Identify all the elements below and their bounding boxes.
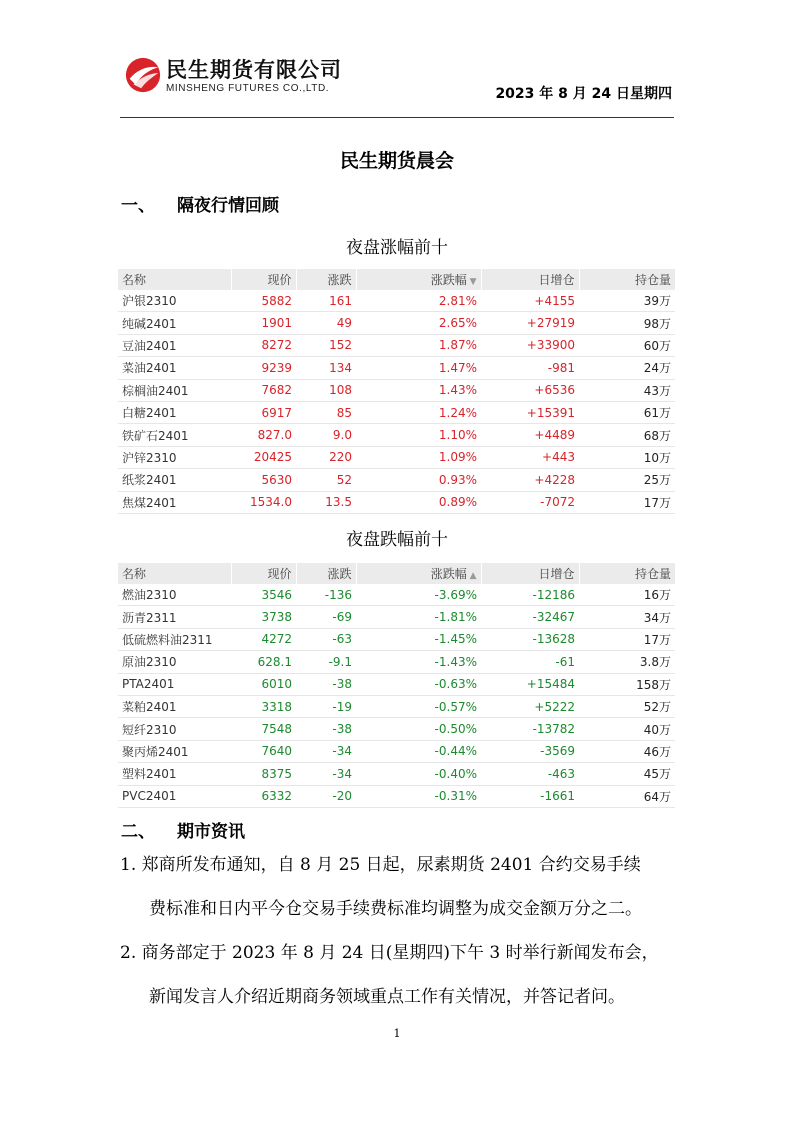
table-cell: 43万 <box>579 379 675 401</box>
gainers-table <box>118 269 675 514</box>
table-cell: 39万 <box>579 290 675 312</box>
table-cell: -1661 <box>481 785 579 807</box>
table-cell: 61万 <box>579 401 675 423</box>
table-cell: 108 <box>296 379 356 401</box>
table-row[interactable] <box>118 673 675 695</box>
table-cell: 2.81% <box>356 290 481 312</box>
table-cell: 17万 <box>579 628 675 650</box>
table-cell: +15484 <box>481 673 579 695</box>
table-cell: -0.57% <box>356 695 481 717</box>
table-cell: 6917 <box>231 401 296 423</box>
table-cell: -0.63% <box>356 673 481 695</box>
contract-name-cell: PVC2401 <box>118 785 231 807</box>
table-cell: 13.5 <box>296 491 356 513</box>
column-header-label: 涨跌幅 <box>430 567 467 581</box>
contract-name-cell: 纯碱2401 <box>118 312 231 334</box>
contract-name-cell: 铁矿石2401 <box>118 424 231 446</box>
table-cell: +4228 <box>481 469 579 491</box>
table-cell: +4155 <box>481 290 579 312</box>
contract-name-cell: 短纤2310 <box>118 718 231 740</box>
table-cell: -38 <box>296 673 356 695</box>
news-list <box>120 843 680 1019</box>
table-cell: -7072 <box>481 491 579 513</box>
table-cell: -3569 <box>481 740 579 762</box>
table-cell: 10万 <box>579 446 675 468</box>
column-header-label: 日增仓 <box>538 273 575 287</box>
table-cell: -69 <box>296 606 356 628</box>
table-cell: -34 <box>296 740 356 762</box>
table-cell: 6010 <box>231 673 296 695</box>
contract-name-cell: 纸浆2401 <box>118 469 231 491</box>
column-header[interactable] <box>231 563 296 584</box>
column-header[interactable] <box>231 269 296 290</box>
table-cell: -32467 <box>481 606 579 628</box>
table-cell: 2.65% <box>356 312 481 334</box>
table-row[interactable] <box>118 491 675 513</box>
table-row[interactable] <box>118 763 675 785</box>
table-cell: +27919 <box>481 312 579 334</box>
contract-name-cell: PTA2401 <box>118 673 231 695</box>
column-header[interactable] <box>579 269 675 290</box>
table-cell: 9.0 <box>296 424 356 446</box>
table-cell: 220 <box>296 446 356 468</box>
table-cell: -0.50% <box>356 718 481 740</box>
table-cell: 24万 <box>579 357 675 379</box>
contract-name-cell: 菜粕2401 <box>118 695 231 717</box>
table-cell: 1.87% <box>356 334 481 356</box>
column-header-label: 涨跌 <box>327 273 352 287</box>
table-cell: 5882 <box>231 290 296 312</box>
column-header-label: 持仓量 <box>634 273 671 287</box>
table-row[interactable] <box>118 424 675 446</box>
table-cell: -13782 <box>481 718 579 740</box>
table-cell: 49 <box>296 312 356 334</box>
table-row[interactable] <box>118 785 675 807</box>
table-cell: 3546 <box>231 584 296 606</box>
table-cell: -20 <box>296 785 356 807</box>
company-name-cn: 民生期货有限公司 <box>166 58 342 82</box>
table-cell: 85 <box>296 401 356 423</box>
column-header[interactable] <box>296 563 356 584</box>
table-cell: -0.31% <box>356 785 481 807</box>
column-header-label: 现价 <box>267 567 292 581</box>
contract-name-cell: 豆油2401 <box>118 334 231 356</box>
table-cell: -13628 <box>481 628 579 650</box>
report-date: 2023 年 8 月 24 日星期四 <box>495 86 672 102</box>
table-cell: -1.43% <box>356 651 481 673</box>
news-item-1-line2: 费标准和日内平今仓交易手续费标准均调整为成交金额万分之二。 <box>149 899 642 919</box>
table-row[interactable] <box>118 606 675 628</box>
section-number: 一、 <box>121 196 155 216</box>
column-header-label: 名称 <box>122 273 147 287</box>
table-row[interactable] <box>118 357 675 379</box>
losers-table <box>118 563 675 808</box>
header-divider <box>120 117 674 118</box>
table-cell: 152 <box>296 334 356 356</box>
table-cell: -3.69% <box>356 584 481 606</box>
news-item-2-line2: 新闻发言人介绍近期商务领域重点工作有关情况，并答记者问。 <box>149 987 625 1007</box>
table-cell: 1.24% <box>356 401 481 423</box>
table-cell: 1534.0 <box>231 491 296 513</box>
table-cell: +443 <box>481 446 579 468</box>
column-header[interactable] <box>481 269 579 290</box>
table-cell: 40万 <box>579 718 675 740</box>
table-cell: -0.44% <box>356 740 481 762</box>
table-cell: -0.40% <box>356 763 481 785</box>
table-row[interactable] <box>118 651 675 673</box>
table-cell: -61 <box>481 651 579 673</box>
losers-caption: 夜盘跌幅前十 <box>346 530 448 550</box>
section-heading-news <box>121 817 245 842</box>
table-cell: 158万 <box>579 673 675 695</box>
triangle-up-icon: ▲ <box>466 571 477 581</box>
column-header-label: 持仓量 <box>634 567 671 581</box>
table-cell: -981 <box>481 357 579 379</box>
table-cell: 134 <box>296 357 356 379</box>
contract-name-cell: 聚丙烯2401 <box>118 740 231 762</box>
table-row[interactable] <box>118 740 675 762</box>
table-cell: 0.89% <box>356 491 481 513</box>
section-label: 隔夜行情回顾 <box>177 196 279 216</box>
contract-name-cell: 沪锌2310 <box>118 446 231 468</box>
table-cell: 64万 <box>579 785 675 807</box>
company-logo <box>124 54 364 102</box>
table-cell: 68万 <box>579 424 675 446</box>
table-cell: 46万 <box>579 740 675 762</box>
table-cell: -34 <box>296 763 356 785</box>
table-cell: 7548 <box>231 718 296 740</box>
table-cell: 3738 <box>231 606 296 628</box>
table-cell: +15391 <box>481 401 579 423</box>
column-header[interactable] <box>579 563 675 584</box>
company-name-en: MINSHENG FUTURES CO.,LTD. <box>166 83 330 94</box>
table-cell: 0.93% <box>356 469 481 491</box>
column-header[interactable] <box>296 269 356 290</box>
document-title: 民生期货晨会 <box>339 150 454 172</box>
table-cell: 827.0 <box>231 424 296 446</box>
table-cell: 1.43% <box>356 379 481 401</box>
table-cell: 1.10% <box>356 424 481 446</box>
table-cell: 45万 <box>579 763 675 785</box>
table-cell: 8375 <box>231 763 296 785</box>
column-header-label: 日增仓 <box>538 567 575 581</box>
table-cell: 17万 <box>579 491 675 513</box>
table-cell: -1.81% <box>356 606 481 628</box>
table-cell: 16万 <box>579 584 675 606</box>
table-cell: +4489 <box>481 424 579 446</box>
table-cell: 8272 <box>231 334 296 356</box>
table-cell: -463 <box>481 763 579 785</box>
table-cell: -136 <box>296 584 356 606</box>
news-item-2-line1: 2. 商务部定于 2023 年 8 月 24 日(星期四)下午 3 时举行新闻发布会， <box>120 943 659 963</box>
column-header-label: 现价 <box>267 273 292 287</box>
table-cell: 6332 <box>231 785 296 807</box>
table-cell: -9.1 <box>296 651 356 673</box>
news-item-1-line1: 1. 郑商所发布通知，自 8 月 25 日起，尿素期货 2401 合约交易手续 <box>120 855 641 875</box>
contract-name-cell: 焦煤2401 <box>118 491 231 513</box>
table-row[interactable] <box>118 312 675 334</box>
table-row[interactable] <box>118 446 675 468</box>
contract-name-cell: 原油2310 <box>118 651 231 673</box>
table-cell: 1.09% <box>356 446 481 468</box>
table-cell: 52 <box>296 469 356 491</box>
table-cell: 9239 <box>231 357 296 379</box>
table-cell: 3.8万 <box>579 651 675 673</box>
table-cell: 25万 <box>579 469 675 491</box>
column-header[interactable] <box>118 269 231 290</box>
table-row[interactable] <box>118 334 675 356</box>
table-row[interactable] <box>118 584 675 606</box>
contract-name-cell: 沪银2310 <box>118 290 231 312</box>
contract-name-cell: 低硫燃料油2311 <box>118 628 231 650</box>
table-cell: 3318 <box>231 695 296 717</box>
table-row[interactable] <box>118 290 675 312</box>
table-cell: 52万 <box>579 695 675 717</box>
table-row[interactable] <box>118 718 675 740</box>
table-cell: -38 <box>296 718 356 740</box>
table-row[interactable] <box>118 469 675 491</box>
table-cell: -1.45% <box>356 628 481 650</box>
table-row[interactable] <box>118 379 675 401</box>
contract-name-cell: 塑料2401 <box>118 763 231 785</box>
contract-name-cell: 棕榈油2401 <box>118 379 231 401</box>
table-cell: -12186 <box>481 584 579 606</box>
table-cell: -19 <box>296 695 356 717</box>
column-header-label: 名称 <box>122 567 147 581</box>
table-cell: 98万 <box>579 312 675 334</box>
contract-name-cell: 沥青2311 <box>118 606 231 628</box>
page-number: 1 <box>393 1027 401 1040</box>
section-heading-overnight <box>121 191 279 216</box>
column-header[interactable] <box>481 563 579 584</box>
table-cell: -63 <box>296 628 356 650</box>
table-cell: 628.1 <box>231 651 296 673</box>
triangle-down-icon: ▼ <box>466 277 477 287</box>
section-label: 期市资讯 <box>177 822 245 842</box>
column-header[interactable] <box>356 563 481 584</box>
table-cell: 7640 <box>231 740 296 762</box>
table-cell: 5630 <box>231 469 296 491</box>
column-header-label: 涨跌幅 <box>430 273 467 287</box>
contract-name-cell: 菜油2401 <box>118 357 231 379</box>
table-cell: 20425 <box>231 446 296 468</box>
table-cell: 1901 <box>231 312 296 334</box>
table-row[interactable] <box>118 695 675 717</box>
minsheng-logo-icon <box>124 56 162 94</box>
table-cell: 60万 <box>579 334 675 356</box>
table-cell: 161 <box>296 290 356 312</box>
table-cell: +5222 <box>481 695 579 717</box>
column-header-label: 涨跌 <box>327 567 352 581</box>
section-number: 二、 <box>121 822 155 842</box>
column-header[interactable] <box>118 563 231 584</box>
contract-name-cell: 白糖2401 <box>118 401 231 423</box>
table-cell: 1.47% <box>356 357 481 379</box>
table-cell: +33900 <box>481 334 579 356</box>
table-row[interactable] <box>118 401 675 423</box>
column-header[interactable] <box>356 269 481 290</box>
gainers-caption: 夜盘涨幅前十 <box>346 238 448 258</box>
table-cell: 34万 <box>579 606 675 628</box>
table-cell: +6536 <box>481 379 579 401</box>
table-cell: 7682 <box>231 379 296 401</box>
contract-name-cell: 燃油2310 <box>118 584 231 606</box>
table-cell: 4272 <box>231 628 296 650</box>
table-row[interactable] <box>118 628 675 650</box>
